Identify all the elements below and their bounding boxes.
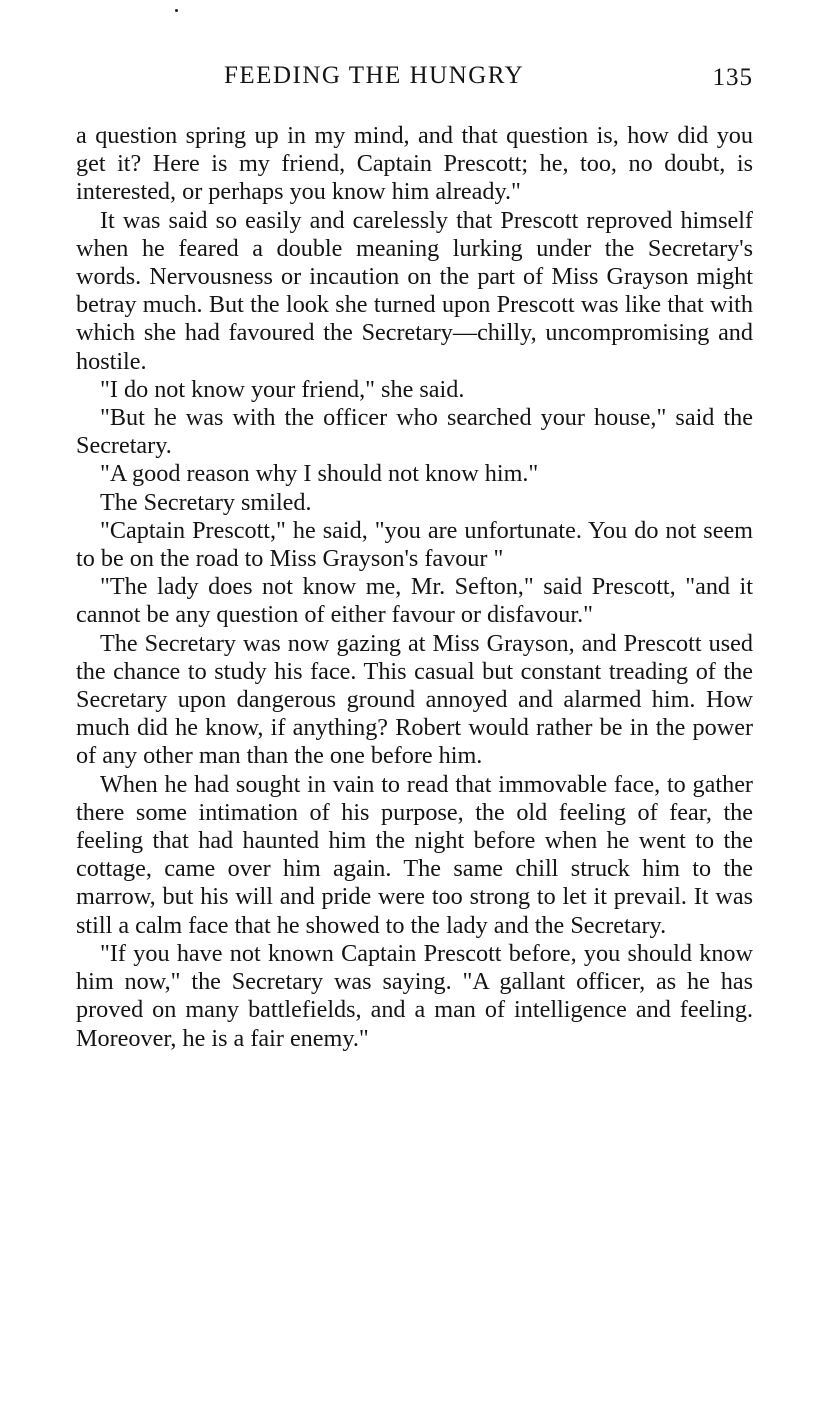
paragraph: "Captain Prescott," he said, "you are unfortunate. You do not seem to be on the road to Miss Grayson's favour " [76, 516, 753, 573]
paragraph: a question spring up in my mind, and that question is, how did you get it? Here is my friend, Captain Prescott; he, too, no doubt, is interested, or perhaps you know him already." [76, 122, 753, 206]
paragraph: The Secretary smiled. [100, 488, 312, 516]
page-number: 135 [712, 64, 753, 91]
paragraph: "If you have not known Captain Prescott before, you should know him now," the Secretary was saying. "A gallant officer, as he has proved on many battlefields, and a man of intelligence and feeling. Moreover, he is a fair enemy." [76, 939, 753, 1052]
paragraph: "A good reason why I should not know him." [100, 460, 539, 488]
paragraph: When he had sought in vain to read that immovable face, to gather there some intimation of his purpose, the old feeling of fear, the feeling that had haunted him the night before when he went to the cottage, came over him again. The same chill struck him to the marrow, but his will and pride were too strong to let it prevail. It was still a calm face that he showed to the lady and the Secretary. [76, 770, 753, 939]
paragraph: "But he was with the officer who searched your house," said the Secretary. [76, 404, 753, 460]
paragraph: "I do not know your friend," she said. [100, 375, 465, 403]
paragraph: It was said so easily and carelessly that Prescott reproved himself when he feared a double meaning lurking under the Secretary's words. Nervousness or incaution on the part of Miss Grayson might betray much. But the look she turned upon Prescott was like that with which she had favoured the Secretary—chilly, uncompromising and hostile. [76, 206, 753, 375]
ink-speck [175, 9, 178, 12]
paragraph: "The lady does not know me, Mr. Sefton," said Prescott, "and it cannot be any question of either favour or disfavour." [76, 573, 753, 629]
paragraph: The Secretary was now gazing at Miss Grayson, and Prescott used the chance to study his face. This casual but constant treading of the Secretary upon dangerous ground annoyed and alarmed him. How much did he know, if anything? Robert would rather be in the power of any other man than the one before him. [76, 629, 753, 770]
body-text [76, 122, 753, 1053]
running-title: FEEDING THE HUNGRY [224, 62, 525, 89]
running-head [76, 58, 753, 94]
